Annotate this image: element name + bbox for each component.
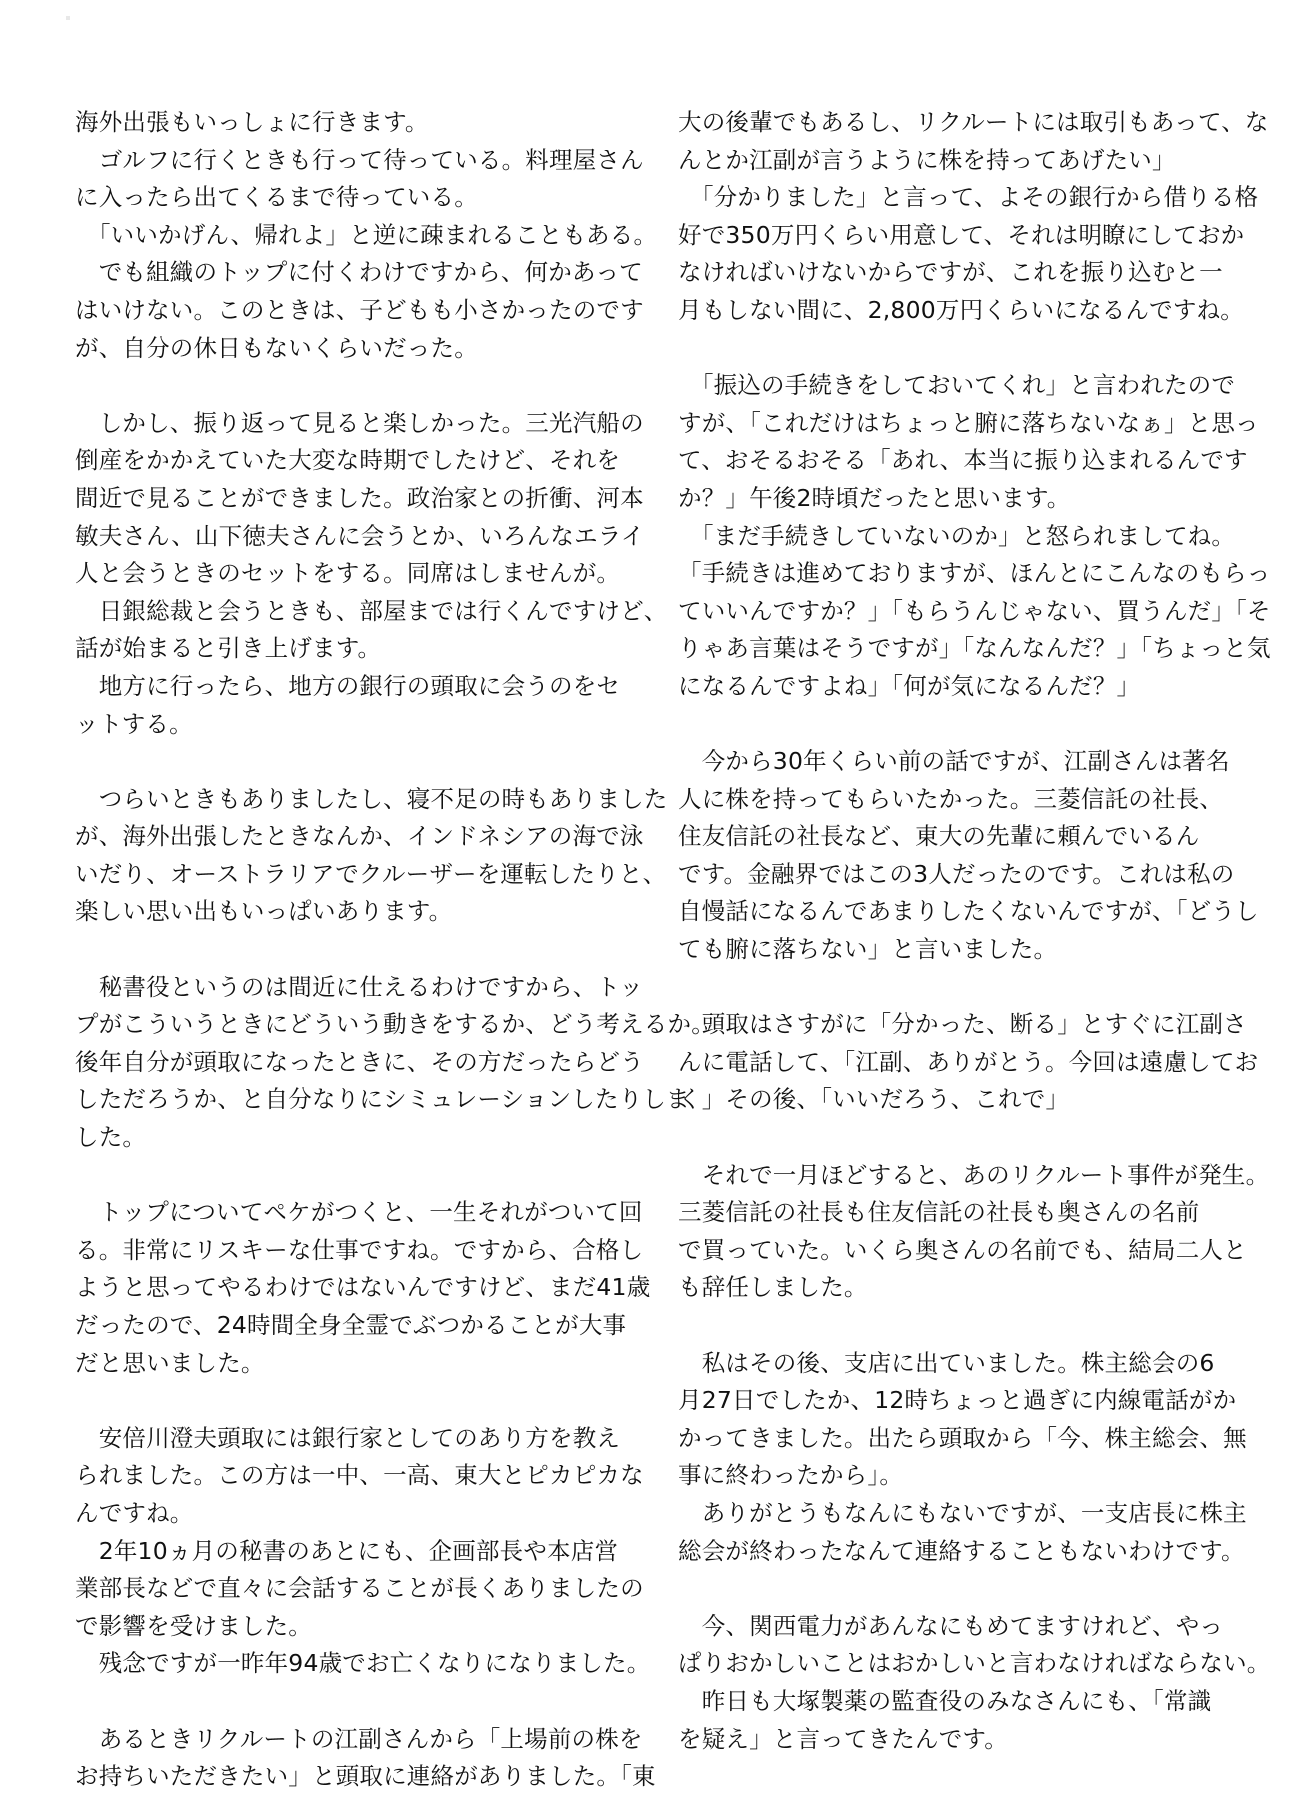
paragraph-gap [75, 367, 617, 405]
text-line: ットする。 [75, 709, 193, 738]
text-line: 安倍川澄夫頭取には銀行家としてのあり方を教え [75, 1423, 621, 1452]
text-line: 大の後輩でもあるし、リクルートには取引もあって、な [678, 108, 1269, 136]
text-line: お持ちいただきたい」と頭取に連絡がありました。「東 [75, 1762, 656, 1791]
text-line: んとか江副が言うように株を持ってあげたい」 [678, 145, 1176, 174]
text-line: なければいけないからですが、これを振り込むと一 [678, 258, 1223, 287]
right-text-column [678, 104, 1271, 1758]
text-line: 好で350万円くらい用意して、それは明瞭にしておか [678, 220, 1245, 249]
text-line: プがこういうときにどういう動きをするか、どう考えるか。 [75, 1010, 715, 1039]
paragraph-gap [75, 1157, 617, 1195]
text-line: トップについてペケがつくと、一生それがついて回 [75, 1198, 643, 1227]
text-line: んに電話して、「江副、ありがとう。今回は遠慮してお [678, 1047, 1259, 1076]
text-line: 人と会うときのセットをする。同席はしませんが。 [75, 559, 621, 588]
text-line: だったので、24時間全身全霊でぶつかることが大事 [75, 1311, 627, 1339]
text-line: が、海外出張したときなんか、インドネシアの海で泳 [75, 822, 644, 851]
text-line: 「いいかげん、帰れよ」と逆に疎まれることもある。 [75, 220, 658, 249]
text-line: 「分かりました」と言って、よその銀行から借りる格 [678, 183, 1259, 212]
text-line: ようと思ってやるわけではないんですけど、まだ41歳 [75, 1273, 651, 1302]
text-line: られました。この方は一中、一高、東大とピカピカな [75, 1461, 644, 1490]
text-line: 楽しい思い出もいっぱいあります。 [75, 897, 453, 926]
paragraph-gap [678, 1119, 1220, 1157]
text-line: 今、関西電力があんなにもめてますけれど、やっ [678, 1611, 1224, 1640]
paragraph-gap [75, 1683, 617, 1721]
text-line: すが、「これだけはちょっと腑に落ちないなぁ」と思っ [678, 408, 1259, 437]
text-line: 人に株を持ってもらいたかった。三菱信託の社長、 [678, 784, 1224, 813]
scan-mark [66, 16, 70, 20]
text-line: ても腑に落ちない」と言いました。 [678, 935, 1058, 964]
text-line: 事に終わったから」。 [678, 1461, 904, 1490]
paragraph-gap [678, 1570, 1220, 1608]
text-line: になるんですよね」「何が気になるんだ？」 [678, 671, 1141, 700]
paragraph-gap [75, 1382, 617, 1420]
text-line: 2年10ヵ月の秘書のあとにも、企画部長や本店営 [75, 1536, 619, 1565]
text-line: 自慢話になるんであまりしたくないんですが、「どうし [678, 897, 1259, 926]
text-line: を疑え」と言ってきたんです。 [678, 1724, 1008, 1753]
text-line: 地方に行ったら、地方の銀行の頭取に会うのをセ [75, 671, 621, 700]
text-line: です。金融界ではこの3人だったのです。これは私の [678, 859, 1235, 888]
text-line: か？」午後2時頃だったと思います。 [678, 483, 1071, 512]
text-line: 私はその後、支店に出ていました。株主総会の6 [678, 1348, 1215, 1377]
text-line: ありがとうもなんにもないですが、一支店長に株主 [678, 1498, 1247, 1527]
text-line: 「まだ手続きしていないのか」と怒られましてね。 [678, 521, 1236, 550]
text-line: 昨日も大塚製薬の監査役のみなさんにも、「常識 [678, 1686, 1212, 1715]
text-line: んですね。 [75, 1498, 194, 1527]
paragraph-gap [678, 969, 1220, 1007]
paragraph-gap [75, 743, 617, 781]
paragraph-gap [678, 330, 1220, 368]
paragraph-gap [678, 706, 1220, 744]
text-line: りゃあ言葉はそうですが」「なんなんだ？」「ちょっと気 [678, 634, 1271, 663]
text-line: く」その後、「いいだろう、これで」 [678, 1085, 1070, 1114]
text-line: はいけない。このときは、子どもも小さかったのです [75, 295, 644, 324]
text-line: 業部長などで直々に会話することが長くありましたの [75, 1574, 644, 1603]
text-line: も辞任しました。 [678, 1273, 868, 1302]
text-line: 月もしない間に、2,800万円くらいになるんですね。 [678, 295, 1244, 324]
text-line: だと思いました。 [75, 1348, 265, 1377]
text-line: ぱりおかしいことはおかしいと言わなければならない。 [678, 1649, 1271, 1678]
text-line: 総会が終わったなんて連絡することもないわけです。 [678, 1536, 1245, 1565]
text-line: それで一月ほどすると、あのリクルート事件が発生。 [678, 1160, 1270, 1189]
text-line: が、自分の休日もないくらいだった。 [75, 333, 478, 362]
text-line: した。 [75, 1123, 147, 1152]
text-line: しただろうか、と自分なりにシミュレーションしたりしま [75, 1085, 690, 1114]
text-line: で影響を受けました。 [75, 1611, 312, 1640]
text-line: でも組織のトップに付くわけですから、何かあって [75, 258, 643, 287]
text-line: 今から30年くらい前の話ですが、江副さんは著名 [678, 747, 1230, 776]
text-line: 敏夫さん、山下徳夫さんに会うとか、いろんなエライ [75, 521, 645, 550]
text-line: 間近で見ることができました。政治家との折衝、河本 [75, 483, 644, 512]
text-line: 海外出張もいっしょに行きます。 [75, 108, 429, 136]
text-line: 住友信託の社長など、東大の先輩に頼んでいるん [678, 822, 1200, 851]
text-line: 後年自分が頭取になったときに、その方だったらどう [75, 1047, 644, 1076]
text-line: いだり、オーストラリアでクルーザーを運転したりと、 [75, 859, 667, 888]
text-line: 話が始まると引き上げます。 [75, 634, 382, 663]
text-line: つらいときもありましたし、寝不足の時もありました [75, 784, 668, 813]
text-line: る。非常にリスキーな仕事ですね。ですから、合格し [75, 1235, 644, 1264]
text-line: 月27日でしたか、12時ちょっと過ぎに内線電話がか [678, 1386, 1237, 1415]
text-line: 「手続きは進めておりますが、ほんとにこんなのもらっ [678, 559, 1271, 588]
text-line: ゴルフに行くときも行って待っている。料理屋さん [75, 145, 644, 174]
text-line: で買っていた。いくら奥さんの名前でも、結局二人と [678, 1235, 1247, 1264]
text-line: 残念ですが一昨年94歳でお亡くなりになりました。 [75, 1649, 651, 1678]
text-line: あるときリクルートの江副さんから「上場前の株を [75, 1724, 643, 1753]
left-text-column [75, 104, 715, 1796]
text-line: かってきました。出たら頭取から「今、株主総会、無 [678, 1423, 1247, 1452]
text-line: 日銀総裁と会うときも、部屋までは行くんですけど、 [75, 596, 668, 625]
paragraph-gap [75, 931, 617, 969]
text-line: に入ったら出てくるまで待っている。 [75, 183, 478, 212]
text-line: しかし、振り返って見ると楽しかった。三光汽船の [75, 408, 644, 437]
paragraph-gap [678, 1307, 1220, 1345]
text-line: 頭取はさすがに「分かった、断る」とすぐに江副さ [678, 1010, 1247, 1039]
text-line: 倒産をかかえていた大変な時期でしたけど、それを [75, 446, 621, 475]
text-line: ていいんですか？」「もらうんじゃない、買うんだ」「そ [678, 596, 1271, 625]
text-line: 秘書役というのは間近に仕えるわけですから、トッ [75, 972, 644, 1001]
text-line: て、おそるおそる「あれ、本当に振り込まれるんです [678, 446, 1248, 475]
text-line: 三菱信託の社長も住友信託の社長も奥さんの名前 [678, 1198, 1200, 1227]
text-line: 「振込の手続きをしておいてくれ」と言われたので [678, 371, 1236, 400]
